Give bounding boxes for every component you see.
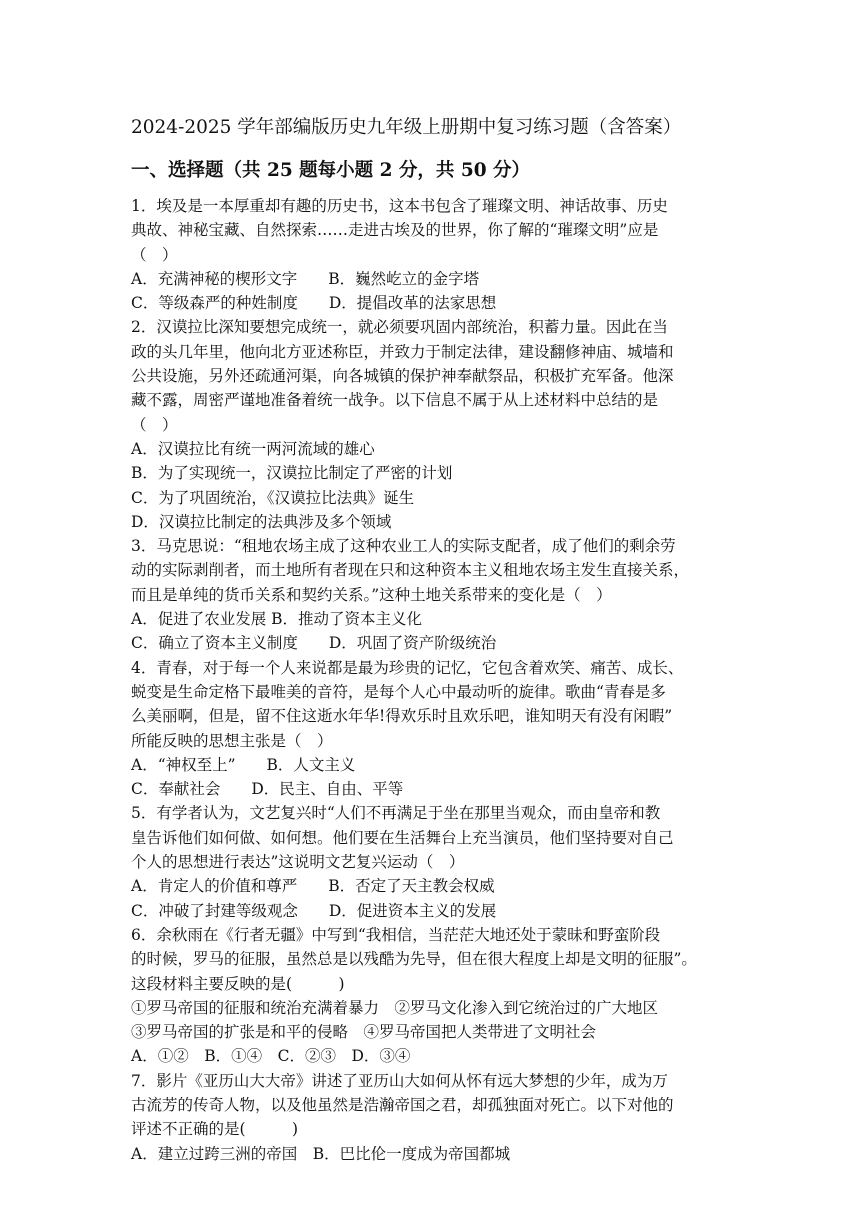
question-stem-line: 动的实际剥削者，而土地所有者现在只和这种资本主义租地农场主发生直接关系， [131, 561, 690, 580]
question-stem-line: 个人的思想进行表达”这说明文艺复兴运动（ ） [131, 853, 465, 872]
answer-option-line: C．等级森严的种姓制度 D．提倡改革的法家思想 [131, 294, 497, 313]
section-heading: 一、选择题（共 25 题每小题 2 分，共 50 分） [131, 160, 531, 181]
question-stem-line: 古流芳的传奇人物，以及他虽然是浩瀚帝国之君，却孤独面对死亡。以下对他的 [131, 1095, 674, 1114]
question-stem-line: 么美丽啊，但是，留不住这逝水年华!得欢乐时且欢乐吧，谁知明天有没有闲暇” [131, 707, 673, 726]
answer-option-line: A．①② B．①④ C．②③ D．③④ [131, 1047, 411, 1066]
answer-option-line: A．汉谟拉比有统一两河流域的雄心 [131, 439, 375, 458]
answer-option-line: ③罗马帝国的扩张是和平的侵略 ④罗马帝国把人类带进了文明社会 [131, 1023, 597, 1042]
question-stem-line: 7．影片《亚历山大大帝》讲述了亚历山大如何从怀有远大梦想的少年，成为万 [131, 1071, 668, 1090]
answer-option-line: C．为了巩固统治，《汉谟拉比法典》诞生 [131, 488, 415, 507]
answer-option-line: A．肯定人的价值和尊严 B．否定了天主教会权威 [131, 877, 495, 896]
question-6 [131, 923, 731, 1069]
question-2 [131, 315, 731, 534]
question-4 [131, 656, 731, 802]
question-stem-line: （ ） [131, 415, 178, 434]
answer-option-line: C．确立了资本主义制度 D．巩固了资产阶级统治 [131, 634, 497, 653]
question-5 [131, 801, 731, 922]
answer-option-line: B．为了实现统一，汉谟拉比制定了严密的计划 [131, 464, 453, 483]
question-stem-line: 6．余秋雨在《行者无疆》中写到“我相信，当茫茫大地还处于蒙昧和野蛮阶段 [131, 925, 661, 944]
answer-option-line: A．充满神秘的楔形文字 B．巍然屹立的金字塔 [131, 269, 480, 288]
question-stem-line: 3．马克思说：“租地农场主成了这种农业工人的实际支配者，成了他们的剩余劳 [131, 537, 676, 556]
answer-option-line: D．汉谟拉比制定的法典涉及多个领域 [131, 512, 392, 531]
document-title: 2024-2025 学年部编版历史九年级上册期中复习练习题（含答案） [131, 117, 682, 138]
question-stem-line: 公共设施，另外还疏通河渠，向各城镇的保护神奉献祭品，积极扩充军备。他深 [131, 367, 674, 386]
answer-option-line: C．冲破了封建等级观念 D．促进资本主义的发展 [131, 901, 497, 920]
question-stem-line: 而且是单纯的货币关系和契约关系。”这种土地关系带来的变化是（ ） [131, 585, 612, 604]
question-stem-line: 2．汉谟拉比深知要想完成统一，就必须要巩固内部统治，积蓄力量。因此在当 [131, 318, 668, 337]
question-stem-line: 政的头几年里，他向北方亚述称臣，并致力于制定法律，建设翻修神庙、城墙和 [131, 342, 674, 361]
question-stem-line: 蜕变是生命定格下最唯美的音符，是每个人心中最动听的旋律。歌曲“青春是多 [131, 682, 666, 701]
question-stem-line: 5．有学者认为，文艺复兴时“人们不再满足于坐在那里当观众，而由皇帝和教 [131, 804, 661, 823]
question-stem-line: 1．埃及是一本厚重却有趣的历史书，这本书包含了璀璨文明、神话故事、历史 [131, 197, 668, 215]
question-stem-line: （ ） [131, 245, 178, 264]
question-stem-line: 所能反映的思想主张是（ ） [131, 731, 333, 750]
answer-option-line: A．促进了农业发展 B．推动了资本主义化 [131, 610, 423, 629]
answer-option-line: C．奉献社会 D．民主、自由、平等 [131, 780, 404, 799]
question-stem-line: 的时候，罗马的征服，虽然总是以残酷为先导，但在很大程度上却是文明的征服”。 [131, 950, 697, 969]
question-stem-line: 典故、神秘宝藏、自然探索……走进古埃及的世界，你了解的“璀璨文明”应是 [131, 221, 659, 240]
question-stem-line: 评述不正确的是( ) [131, 1120, 299, 1139]
question-stem-line: 皇告诉他们如何做、如何想。他们要在生活舞台上充当演员，他们坚持要对自己 [131, 828, 674, 847]
question-7 [131, 1069, 731, 1166]
question-3 [131, 534, 731, 655]
question-1 [131, 194, 731, 315]
question-stem-line: 4．青春，对于每一个人来说都是最为珍贵的记忆，它包含着欢笑、痛苦、成长、 [131, 658, 684, 677]
answer-option-line: A．“神权至上” B．人文主义 [131, 755, 356, 774]
answer-option-line: ①罗马帝国的征服和统治充满着暴力 ②罗马文化渗入到它统治过的广大地区 [131, 998, 659, 1017]
answer-option-line: A．建立过跨三洲的帝国 B．巴比伦一度成为帝国都城 [131, 1144, 511, 1163]
question-list [131, 194, 731, 1166]
question-stem-line: 藏不露，周密严谨地准备着统一战争。以下信息不属于从上述材料中总结的是 [131, 391, 659, 410]
question-stem-line: 这段材料主要反映的是( ) [131, 974, 345, 993]
